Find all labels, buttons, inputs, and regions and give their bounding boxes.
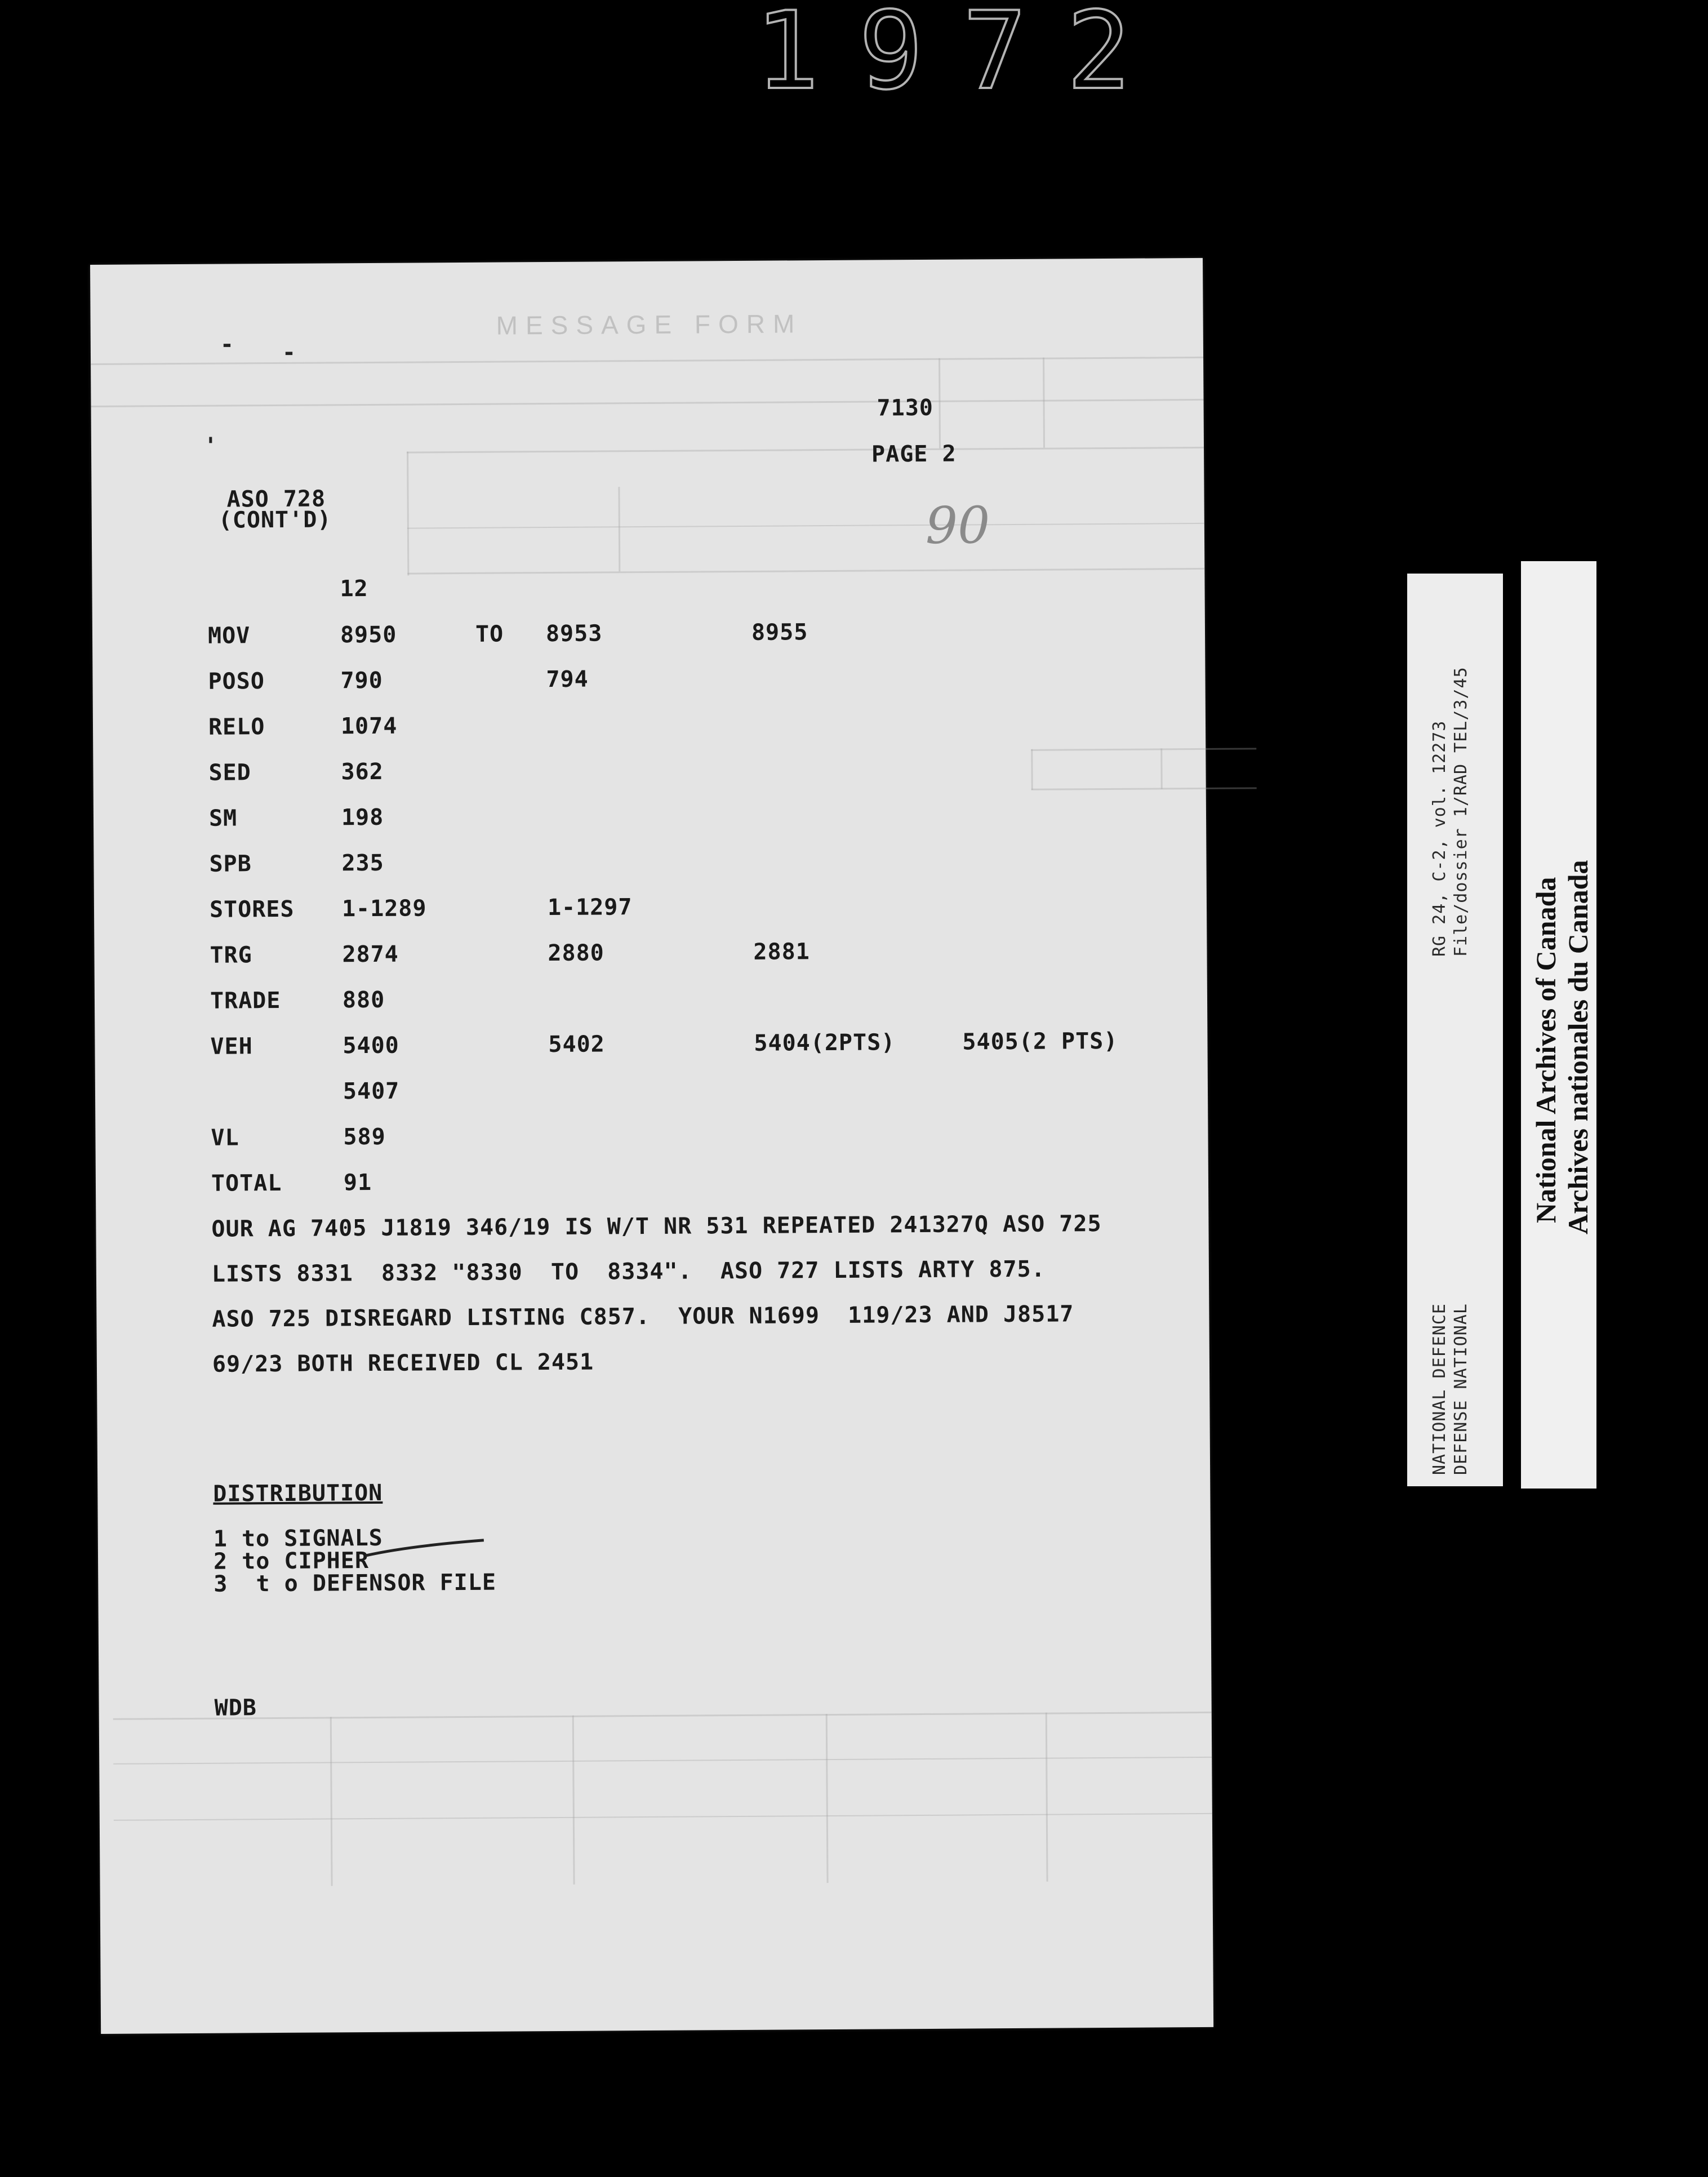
body-line: LISTS 8331 8332 "8330 TO 8334". ASO 727 LISTS ARTY 875. <box>211 1256 1046 1287</box>
archive-reference-label <box>1407 574 1503 1486</box>
stray-mark: - <box>282 339 296 366</box>
page-label: PAGE 2 <box>871 441 957 468</box>
row-code: VEH <box>210 1033 253 1060</box>
body-line: OUR AG 7405 J1819 346/19 IS W/T NR 531 REPEATED 241327Q ASO 725 <box>211 1211 1102 1242</box>
body-line: 69/23 BOTH RECEIVED CL 2451 <box>212 1349 594 1378</box>
stray-mark: - <box>220 331 234 358</box>
row-code: TRADE <box>210 987 281 1014</box>
row-value-1: 362 <box>341 758 384 785</box>
row-value-3: 794 <box>546 666 589 693</box>
row-code: TOTAL <box>211 1170 282 1197</box>
row-value-1: 5400 <box>343 1032 399 1059</box>
pencil-mark: 90 <box>925 496 990 556</box>
row-value-1: 8950 <box>340 621 397 648</box>
department-line-1: NATIONAL DEFENCE <box>1430 1303 1449 1475</box>
row-value-2: TO <box>475 621 504 647</box>
frame-number: 1972 <box>755 0 1171 113</box>
row-code: SPB <box>209 851 252 877</box>
row-value-3: 8953 <box>545 620 603 647</box>
row-value-1: 198 <box>341 804 384 831</box>
row-value-3: 2880 <box>548 940 604 967</box>
row-value-5: 5405(2 PTS) <box>962 1028 1118 1055</box>
ghost-form-title: MESSAGE FORM <box>496 309 803 340</box>
row-value-1: 91 <box>343 1169 372 1196</box>
distribution-title: DISTRIBUTION <box>213 1480 383 1507</box>
archive-name-label <box>1521 561 1596 1489</box>
row-value-3: 1-1297 <box>547 894 633 921</box>
row-value-1: 880 <box>342 987 385 1014</box>
row-value-1: 2874 <box>342 941 399 968</box>
row-code: MOV <box>207 623 251 649</box>
row-code: SM <box>208 805 238 832</box>
row-value-4: 8955 <box>751 619 808 646</box>
department-line-2: DEFENSE NATIONAL <box>1451 1303 1471 1475</box>
row-value-1: 1-1289 <box>341 895 427 922</box>
reference-line-2: File/dossier 1/RAD TEL/3/45 <box>1451 667 1471 957</box>
distribution-item: 1 to SIGNALS <box>213 1525 383 1552</box>
row-code: POSO <box>208 668 265 695</box>
row-value-3: 5402 <box>548 1031 605 1058</box>
row-value-4: 5404(2PTS) <box>754 1029 896 1056</box>
reference-line-1: RG 24, C-2, vol. 12273 <box>1430 720 1449 957</box>
row-code: STORES <box>209 896 295 923</box>
archives-name-fr: Archives nationales du Canada <box>1562 860 1594 1234</box>
archives-name-en: National Archives of Canada <box>1530 877 1562 1223</box>
row-code: VL <box>211 1125 239 1151</box>
initials: WDB <box>214 1695 257 1721</box>
table-pre-number: 12 <box>340 575 368 602</box>
row-value-1: 235 <box>341 850 384 877</box>
stray-mark: ' <box>203 433 218 459</box>
row-value-1: 589 <box>343 1123 386 1150</box>
row-value-4: 2881 <box>753 939 810 965</box>
row-value-1: 5407 <box>343 1078 400 1105</box>
pen-stroke <box>363 1537 487 1560</box>
document-sheet <box>90 258 1213 2034</box>
row-value-1: 1074 <box>340 713 398 740</box>
header-line-2: (CONT'D) <box>218 507 332 534</box>
body-line: ASO 725 DISREGARD LISTING C857. YOUR N1699 119/23 AND J8517 <box>212 1301 1074 1332</box>
row-value-1: 790 <box>340 667 383 694</box>
row-code: TRG <box>210 942 252 968</box>
header-line-1: ASO 728 <box>226 486 326 513</box>
form-number: 7130 <box>877 394 934 421</box>
row-code: SED <box>208 759 251 786</box>
distribution-item: 2 to CIPHER <box>213 1548 370 1575</box>
row-code: RELO <box>208 714 265 740</box>
distribution-item: 3 t o DEFENSOR FILE <box>214 1569 497 1597</box>
